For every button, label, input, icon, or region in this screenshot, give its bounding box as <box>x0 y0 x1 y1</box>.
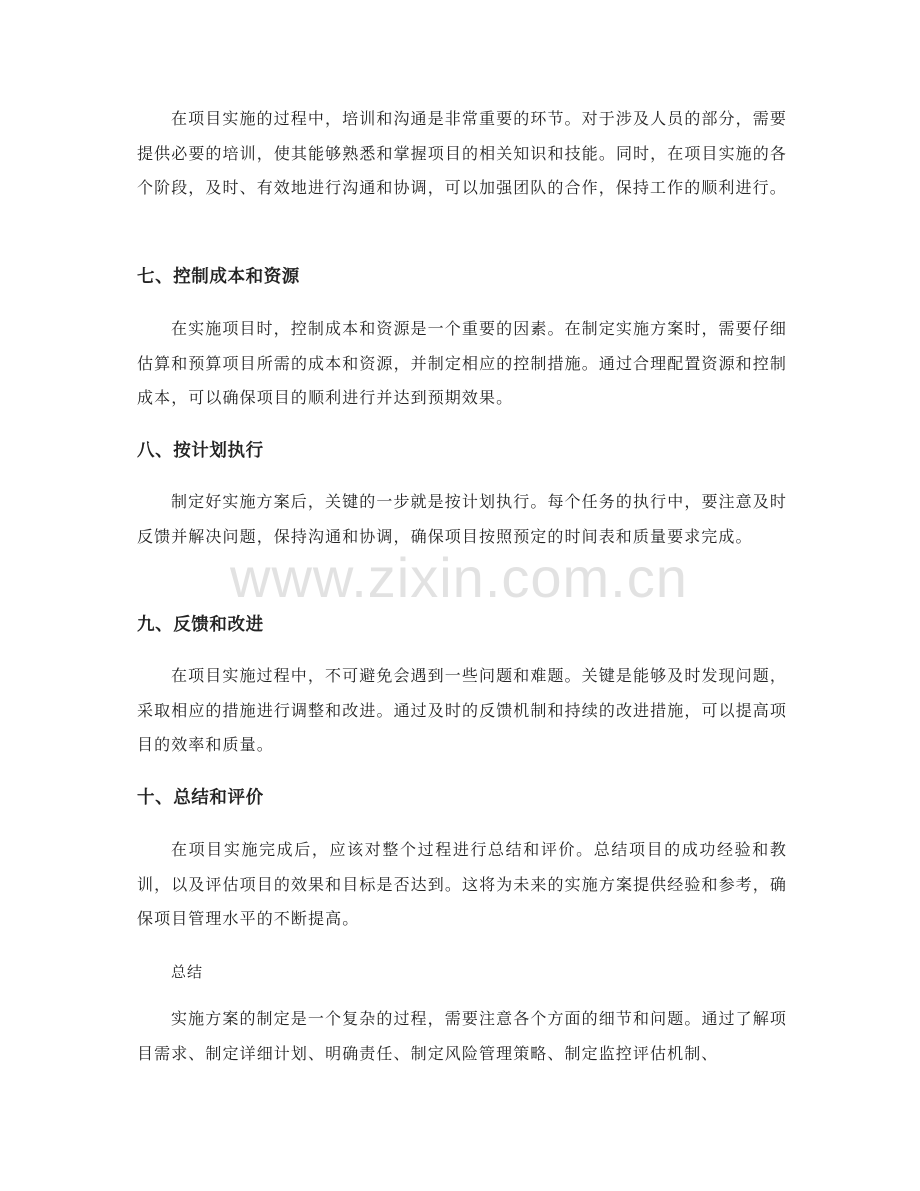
heading-summary-evaluation: 十、总结和评价 <box>137 788 264 808</box>
heading-execute-plan: 八、按计划执行 <box>137 441 264 461</box>
paragraph-cost-resource-control: 在实施项目时，控制成本和资源是一个重要的因素。在制定实施方案时，需要仔细估算和预算项目所需的成本和资源，并制定相应的控制措施。通过合理配置资源和控制成本，可以确保项目的顺利进行并达到预期效果。 <box>137 319 787 407</box>
paragraph-conclusion: 实施方案的制定是一个复杂的过程，需要注意各个方面的细节和问题。通过了解项目需求、制定详细计划、明确责任、制定风险管理策略、制定监控评估机制、 <box>137 1009 787 1063</box>
paragraph-summary-evaluation: 在项目实施完成后，应该对整个过程进行总结和评价。总结项目的成功经验和教训，以及评估项目的效果和目标是否达到。这将为未来的实施方案提供经验和参考，确保项目管理水平的不断提高。 <box>137 840 787 928</box>
paragraph-training-communication: 在项目实施的过程中，培训和沟通是非常重要的环节。对于涉及人员的部分，需要提供必要的培训，使其能够熟悉和掌握项目的相关知识和技能。同时，在项目实施的各个阶段，及时、有效地进行沟通和协调，可以加强团队的合作，保持工作的顺利进行。 <box>137 109 787 197</box>
paragraph-feedback-improvement: 在项目实施过程中，不可避免会遇到一些问题和难题。关键是能够及时发现问题，采取相应的措施进行调整和改进。通过及时的反馈机制和持续的改进措施，可以提高项目的效率和质量。 <box>137 666 787 754</box>
summary-label: 总结 <box>171 963 204 981</box>
watermark: www.zixin.com.cn <box>230 546 688 609</box>
heading-feedback-improvement: 九、反馈和改进 <box>137 615 264 635</box>
heading-cost-resource-control: 七、控制成本和资源 <box>137 267 300 287</box>
paragraph-execute-plan: 制定好实施方案后，关键的一步就是按计划执行。每个任务的执行中，要注意及时反馈并解决问题，保持沟通和协调，确保项目按照预定的时间表和质量要求完成。 <box>137 492 787 546</box>
